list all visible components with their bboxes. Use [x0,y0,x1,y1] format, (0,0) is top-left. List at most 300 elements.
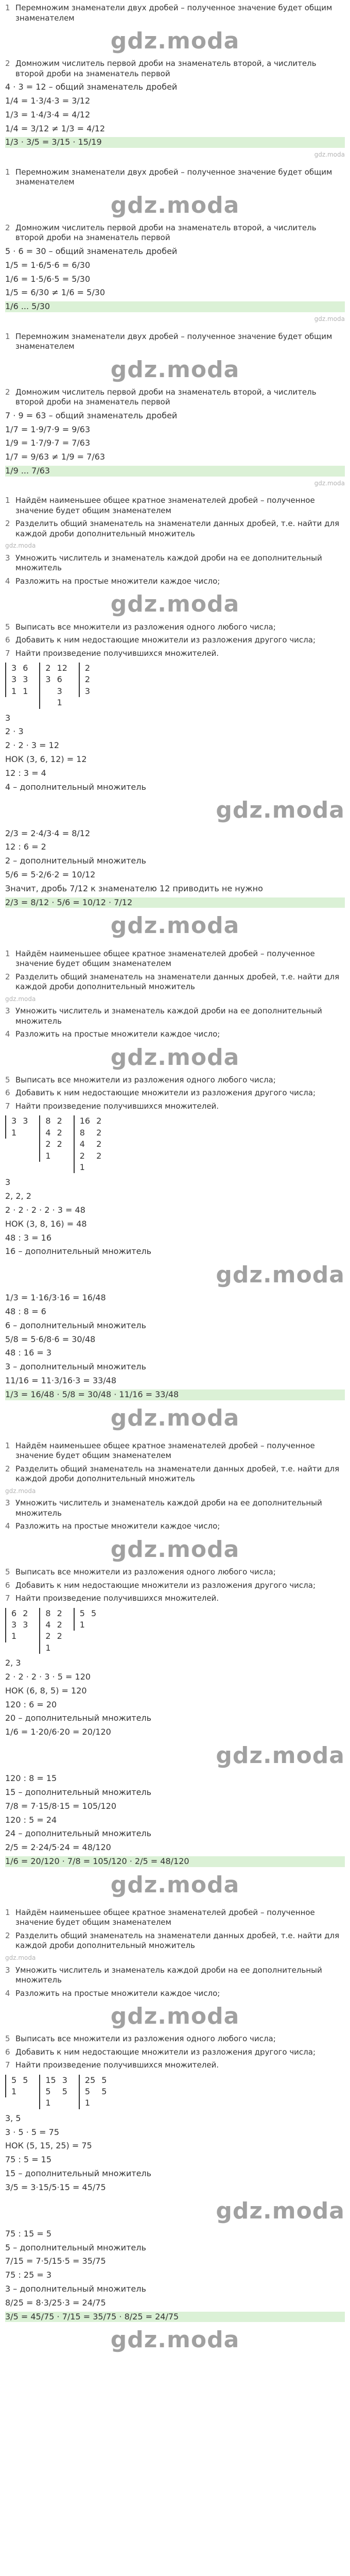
equation-line: 16 – дополнительный множитель [5,1246,152,1257]
equation-line: 120 : 6 = 20 [5,1699,57,1709]
step-text: Найдём наименьшее общее кратное знаменателей дробей – полученное значение будет общим знаменателем [15,1440,315,1461]
step-number: 2 [5,223,10,232]
equation-line: 120 : 5 = 24 [5,1815,57,1825]
factor-value: 3 [11,674,17,685]
factor-value: 12 [57,663,67,673]
instruction-step [5,59,345,79]
watermark: gdz.moda [110,356,240,383]
equation-line: 7/15 = 7·5/15·5 = 35/75 [5,2256,106,2266]
step-number: 2 [5,972,10,981]
equation-line: 3/5 = 45/75 · 7/15 = 35/75 · 8/25 = 24/75 [5,2312,345,2323]
factor-value: 3 [11,663,17,673]
factor-value: 1 [11,2087,17,2097]
step-number: 1 [5,1907,10,1917]
equation-line: 1/3 = 1·4/3·4 = 4/12 [5,109,91,120]
instruction-step [5,1581,345,1591]
factor-col-right [23,663,28,697]
instruction-step [5,1088,345,1098]
factor-col-right [57,1608,62,1642]
step-text: Найдём наименьшее общее кратное знаменателей дробей – полученное значение будет общим знаменателем [15,496,315,515]
factor-value: 2 [45,663,51,673]
instruction-step [5,1498,345,1518]
factor-col-left [80,1115,90,1173]
step-text: Найдём наименьшее общее кратное знаменателей дробей – полученное значение будет общим знаменателем [15,948,315,969]
factor-value: 2 [79,1150,85,1161]
step-text: Разделить общий знаменатель на знаменатели данных дробей, т.е. найти для каждой дроби дополнительный множитель [15,1464,340,1484]
step-number: 7 [5,2060,10,2070]
equation-line: 2, 3 [5,1658,21,1668]
step-number: 4 [5,1988,10,1998]
equation-line: 11/16 = 11·3/16·3 = 33/48 [5,1376,117,1386]
step-number: 1 [5,167,10,177]
factor-value: 15 [45,2075,56,2085]
equation-line: 5 – дополнительный множитель [5,2242,146,2252]
equation-line: 3, 5 [5,2113,21,2123]
equation-line: 75 : 25 = 3 [5,2270,52,2280]
instruction-step [5,622,345,633]
watermark: gdz.moda [216,1262,345,1289]
factor-value: 2 [45,1631,51,1641]
factor-value: 3 [84,686,91,696]
factor-col-left [11,2075,16,2098]
factor-col-left [45,2075,56,2109]
factor-col-right [96,1115,101,1162]
equation-line: 1/9 ... 7/63 [5,466,345,477]
step-text: Разложить на простые множители каждое число; [15,1988,220,1998]
factor-value: 5 [101,2075,107,2085]
step-number: 7 [5,1594,10,1603]
equation-line: 2 · 2 · 2 · 2 · 3 = 48 [5,1205,85,1215]
step-number: 2 [5,59,10,69]
factor-pair [74,1608,102,1631]
factor-pair [5,663,34,697]
equation-line: НОК (3, 8, 16) = 48 [5,1218,87,1229]
instruction-step [5,167,345,188]
factor-value: 3 [23,1116,28,1126]
factor-pair [39,1115,68,1162]
equation-line: 4 – дополнительный множитель [5,782,146,792]
instruction-step [5,1029,345,1040]
equation-line: 2/5 = 2·24/5·24 = 48/120 [5,1842,111,1853]
factor-value: 1 [11,686,17,696]
step-number: 3 [5,553,10,563]
factor-value: 6 [11,1608,17,1618]
factor-value: 6 [57,674,62,685]
step-number: 2 [5,387,10,397]
factor-value: 3 [11,1620,17,1630]
equation-line: 48 : 8 = 6 [5,1307,46,1317]
equation-line: 3 [5,713,11,723]
watermark: gdz.moda [5,542,36,550]
step-text: Разделить общий знаменатель на знаменатели данных дробей, т.е. найти для каждой дроби дополнительный множитель [15,519,340,538]
watermark: gdz.moda [110,192,240,218]
watermark: gdz.moda [110,912,240,939]
factor-value: 1 [45,1150,51,1161]
factor-col-right [62,2075,67,2098]
watermark: gdz.moda [110,28,240,54]
factor-value: 3 [23,1620,28,1630]
instruction-step [5,223,345,243]
factor-value: 3 [62,2075,67,2085]
factor-col-left [45,1115,50,1162]
step-text: Умножить числитель и знаменатель каждой дроби на ее дополнительный множитель [15,1965,322,1985]
step-number: 6 [5,1088,10,1098]
factor-pair [39,1608,68,1654]
equation-line: 12 : 3 = 4 [5,768,46,778]
factorization-table [5,1115,345,1173]
equation-line: 2 · 2 · 2 · 3 · 5 = 120 [5,1671,91,1682]
spacer [5,1900,345,1905]
step-text: Выписать все множители из разложения одного любого числа; [15,2034,276,2044]
step-text: Умножить числитель и знаменатель каждой дроби на ее дополнительный множитель [15,553,322,573]
factor-value: 1 [45,1642,51,1653]
step-number: 2 [5,1930,10,1940]
step-number: 2 [5,519,10,529]
factor-value: 2 [96,1127,102,1138]
equation-line: 1/4 = 3/12 ≠ 1/3 = 4/12 [5,123,106,133]
equation-line: 12 : 6 = 2 [5,842,46,852]
equation-line: 2/3 = 8/12 · 5/6 = 10/12 · 7/12 [5,897,345,908]
factor-value: 1 [84,2098,91,2108]
factor-value: 5 [45,2087,51,2097]
factor-value: 3 [57,686,62,696]
factor-col-left [80,1608,85,1631]
spacer [5,324,345,329]
factor-col-right [23,1115,28,1127]
equation-line: 1/6 = 1·20/6·20 = 20/120 [5,1727,111,1737]
equation-line: 6 – дополнительный множитель [5,1320,146,1330]
factor-value: 5 [11,2075,17,2085]
step-text: Выписать все множители из разложения одного любого числа; [15,1075,276,1084]
equation-line: 2 · 3 [5,726,24,737]
step-number: 5 [5,622,10,632]
equation-line: 1/6 = 20/120 · 7/8 = 105/120 · 2/5 = 48/120 [5,1856,345,1867]
equation-line: 1/9 = 1·7/9·7 = 7/63 [5,438,91,448]
factor-value: 2 [57,1620,62,1630]
factor-value: 2 [23,1608,28,1618]
factor-value: 4 [45,1127,51,1138]
equation-line: НОК (5, 15, 25) = 75 [5,2141,92,2151]
instruction-step [5,1521,345,1532]
instruction-step [5,2060,345,2071]
step-number: 2 [5,1464,10,1473]
step-number: 1 [5,1440,10,1450]
factor-value: 1 [11,1631,17,1641]
step-number: 6 [5,635,10,645]
factor-col-left [85,663,90,697]
equation-line: 15 – дополнительный множитель [5,1787,152,1797]
factor-value: 2 [84,674,91,685]
factor-value: 1 [11,1127,17,1138]
equation-line: 1/7 = 1·9/7·9 = 9/63 [5,424,91,434]
watermark: gdz.moda [216,797,345,824]
step-text: Добавить к ним недостающие множители из разложения другого числа; [15,2047,316,2057]
factor-value: 8 [79,1127,85,1138]
step-number: 7 [5,648,10,658]
step-number: 6 [5,2047,10,2057]
spacer [5,487,345,493]
equation-line: 1/3 = 16/48 · 5/8 = 30/48 · 11/16 = 33/48 [5,1389,345,1400]
factor-value: 2 [57,1631,62,1641]
instruction-step [5,1965,345,1986]
equation-line: 120 : 8 = 15 [5,1773,57,1784]
instruction-step [5,2034,345,2044]
equation-line: 24 – дополнительный множитель [5,1828,152,1839]
watermark: gdz.moda [314,151,345,159]
factor-col-right [91,1608,96,1619]
factor-value: 2 [57,1608,62,1618]
equation-line: 48 : 16 = 3 [5,1348,52,1358]
step-text: Добавить к ним недостающие множители из разложения другого числа; [15,635,316,645]
factor-col-right [23,2075,28,2086]
step-text: Найдём наименьшее общее кратное знаменателей дробей – полученное значение будет общим знаменателем [15,1907,315,1927]
factor-value: 2 [96,1139,102,1149]
step-text: Разложить на простые множители каждое число; [15,1521,220,1531]
factor-col-right [57,663,67,709]
equation-line: 2 – дополнительный множитель [5,856,146,866]
factor-value: 25 [84,2075,96,2085]
factor-col-left [11,1608,16,1642]
instruction-step [5,1006,345,1026]
equation-line: 3 [5,1177,11,1188]
equation-line: 3/5 = 3·15/5·15 = 45/75 [5,2182,106,2192]
equation-line: 48 : 3 = 16 [5,1232,52,1243]
factor-value: 1 [45,2098,51,2108]
step-text: Разделить общий знаменатель на знаменатели данных дробей, т.е. найти для каждой дроби дополнительный множитель [15,972,340,992]
solution-page [0,3,350,2576]
equation-line: 5 · 6 = 30 – общий знаменатель дробей [5,246,178,256]
step-number: 1 [5,496,10,505]
equation-line: 75 : 5 = 15 [5,2155,52,2165]
step-text: Домножим числитель первой дроби на знаменатель второй, а числитель второй дроби на знаменатель первой [15,223,317,243]
step-number: 1 [5,948,10,958]
instruction-step [5,332,345,352]
equation-line: 15 – дополнительный множитель [5,2168,152,2179]
watermark: gdz.moda [110,1404,240,1431]
equation-line: 1/3 · 3/5 = 3/15 · 15/19 [5,137,345,148]
step-text: Добавить к ним недостающие множители из разложения другого числа; [15,1088,316,1098]
factor-value: 8 [45,1608,51,1618]
factor-value: 5 [101,2087,107,2097]
equation-line: 3 – дополнительный множитель [5,2284,146,2294]
spacer [5,159,345,164]
instruction-step [5,496,345,516]
equation-line: 3 · 5 · 5 = 75 [5,2127,59,2137]
watermark: gdz.moda [216,1742,345,1769]
factor-value: 1 [23,686,28,696]
factor-col-left [85,2075,95,2109]
watermark: gdz.moda [110,1871,240,1898]
spacer [5,1433,345,1438]
step-text: Разделить общий знаменатель на знаменатели данных дробей, т.е. найти для каждой дроби дополнительный множитель [15,1930,340,1951]
instruction-step [5,1464,345,1484]
step-text: Умножить числитель и знаменатель каждой дроби на ее дополнительный множитель [15,1498,322,1518]
factor-pair [5,1608,34,1642]
step-text: Выписать все множители из разложения одного любого числа; [15,1567,276,1577]
factor-col-right [57,1115,62,1150]
equation-line: 3 – дополнительный множитель [5,1362,146,1372]
watermark: gdz.moda [110,2327,240,2353]
step-number: 5 [5,1075,10,1084]
instruction-step [5,1075,345,1086]
factor-col-right [101,2075,107,2098]
equation-line: НОК (3, 6, 12) = 12 [5,754,87,765]
step-number: 6 [5,1580,10,1590]
step-number: 4 [5,1029,10,1039]
factor-value: 2 [57,1116,62,1126]
instruction-step [5,1441,345,1461]
factor-col-left [45,663,50,686]
step-text: Перемножим знаменатели двух дробей – полученное значение будет общим знаменателем [15,331,332,351]
instruction-step [5,387,345,408]
factor-col-left [11,1115,16,1139]
step-text: Умножить числитель и знаменатель каждой дроби на ее дополнительный множитель [15,1006,322,1026]
instruction-step [5,949,345,969]
equation-line: Значит, дробь 7/12 к знаменателю 12 приводить не нужно [5,883,263,893]
watermark: gdz.moda [314,315,345,323]
step-number: 4 [5,1521,10,1531]
step-text: Домножим числитель первой дроби на знаменатель второй, а числитель второй дроби на знаменатель первой [15,59,317,78]
equation-line: 75 : 15 = 5 [5,2228,52,2239]
instruction-step [5,1594,345,1604]
equation-line: 2, 2, 2 [5,1191,31,1201]
instruction-step [5,577,345,587]
equation-line: 5/6 = 5·2/6·2 = 10/12 [5,870,96,879]
step-text: Разложить на простые множители каждое число; [15,576,220,586]
watermark: gdz.moda [5,995,36,1003]
equation-line: 1/6 ... 5/30 [5,301,345,312]
factor-pair [5,1115,34,1139]
factor-pair [39,2075,74,2109]
equation-line: 2/3 = 2·4/3·4 = 8/12 [5,828,91,838]
step-text: Выписать все множители из разложения одного любого числа; [15,622,276,632]
spacer [5,2355,345,2360]
factor-col-left [11,663,16,697]
factor-value: 5 [79,1608,85,1618]
factor-pair [5,2075,34,2098]
factor-value: 2 [84,663,91,673]
instruction-step [5,553,345,573]
watermark: gdz.moda [110,1536,240,1563]
equation-line: 4 · 3 = 12 – общий знаменатель дробей [5,82,178,92]
instruction-step [5,1908,345,1928]
instruction-step [5,635,345,646]
factor-value: 1 [79,1162,85,1172]
step-text: Найти произведение получившихся множителей. [15,1594,219,1603]
step-number: 5 [5,2034,10,2044]
watermark: gdz.moda [314,479,345,487]
factor-value: 8 [45,1116,51,1126]
equation-line: 20 – дополнительный множитель [5,1713,152,1723]
step-text: Домножим числитель первой дроби на знаменатель второй, а числитель второй дроби на знаменатель первой [15,387,317,407]
watermark: gdz.moda [5,1487,36,1495]
equation-line: 7 · 9 = 63 – общий знаменатель дробей [5,410,178,420]
instruction-step [5,1101,345,1112]
instruction-step [5,2047,345,2058]
step-text: Найти произведение получившихся множителей. [15,1101,219,1111]
step-number: 3 [5,1006,10,1016]
factorization-table [5,2075,345,2109]
factor-value: 3 [45,674,51,685]
factor-value: 1 [79,1620,85,1630]
factor-col-left [45,1608,50,1654]
step-text: Найти произведение получившихся множителей. [15,648,219,658]
step-number: 3 [5,1498,10,1508]
factor-value: 5 [84,2087,91,2097]
factor-value: 2 [57,1127,62,1138]
step-text: Перемножим знаменатели двух дробей – полученное значение будет общим знаменателем [15,3,332,23]
factor-value: 3 [23,674,28,685]
equation-line: 1/4 = 1·3/4·3 = 3/12 [5,95,91,106]
instruction-step [5,1989,345,1999]
equation-line: 1/3 = 1·16/3·16 = 16/48 [5,1293,106,1303]
step-number: 5 [5,1567,10,1577]
factor-value: 3 [11,1116,17,1126]
equation-line: 1/7 = 9/63 ≠ 1/9 = 7/63 [5,452,106,462]
factor-value: 4 [45,1620,51,1630]
equation-line: 7/8 = 7·15/8·15 = 105/120 [5,1801,117,1811]
step-text: Перемножим знаменатели двух дробей – полученное значение будет общим знаменателем [15,167,332,187]
factor-value: 2 [96,1150,102,1161]
factorization-table [5,1608,345,1654]
instruction-step [5,1567,345,1578]
factor-value: 5 [23,2075,28,2085]
factor-value: 1 [57,698,62,708]
factor-pair [74,1115,108,1173]
step-number: 1 [5,3,10,12]
step-number: 1 [5,331,10,341]
step-text: Найти произведение получившихся множителей. [15,2060,219,2070]
factor-value: 16 [79,1116,91,1126]
step-number: 4 [5,576,10,586]
spacer [5,941,345,946]
watermark: gdz.moda [216,2197,345,2224]
watermark: gdz.moda [110,2003,240,2030]
factor-value: 2 [57,1139,62,1149]
instruction-step [5,1931,345,1951]
factor-value: 2 [96,1116,102,1126]
factor-pair [79,663,96,697]
watermark: gdz.moda [110,591,240,618]
step-number: 7 [5,1101,10,1111]
factorization-table [5,663,345,709]
step-text: Разложить на простые множители каждое число; [15,1029,220,1039]
factor-value: 5 [91,1608,97,1618]
factor-pair [79,2075,113,2109]
factor-col-right [23,1608,28,1631]
watermark: gdz.moda [110,1044,240,1071]
equation-line: 1/6 = 1·5/6·5 = 5/30 [5,274,91,284]
step-number: 3 [5,1965,10,1975]
equation-line: 8/25 = 8·3/25·3 = 24/75 [5,2297,106,2308]
instruction-step [5,972,345,992]
instruction-step [5,3,345,23]
factor-value: 5 [62,2087,67,2097]
factor-value: 4 [79,1139,85,1149]
equation-line: 1/5 = 6/30 ≠ 1/6 = 5/30 [5,287,106,298]
factor-value: 2 [45,1139,51,1149]
instruction-step [5,649,345,659]
factor-value: 6 [23,663,28,673]
equation-line: 5/8 = 5·6/8·6 = 30/48 [5,1334,96,1344]
watermark: gdz.moda [5,1954,36,1961]
equation-line: 2 · 2 · 3 = 12 [5,740,59,751]
instruction-step [5,519,345,539]
equation-line: НОК (6, 8, 5) = 120 [5,1685,87,1696]
factor-pair [39,663,74,709]
step-text: Добавить к ним недостающие множители из разложения другого числа; [15,1580,316,1590]
equation-line: 1/5 = 1·6/5·6 = 6/30 [5,260,91,270]
